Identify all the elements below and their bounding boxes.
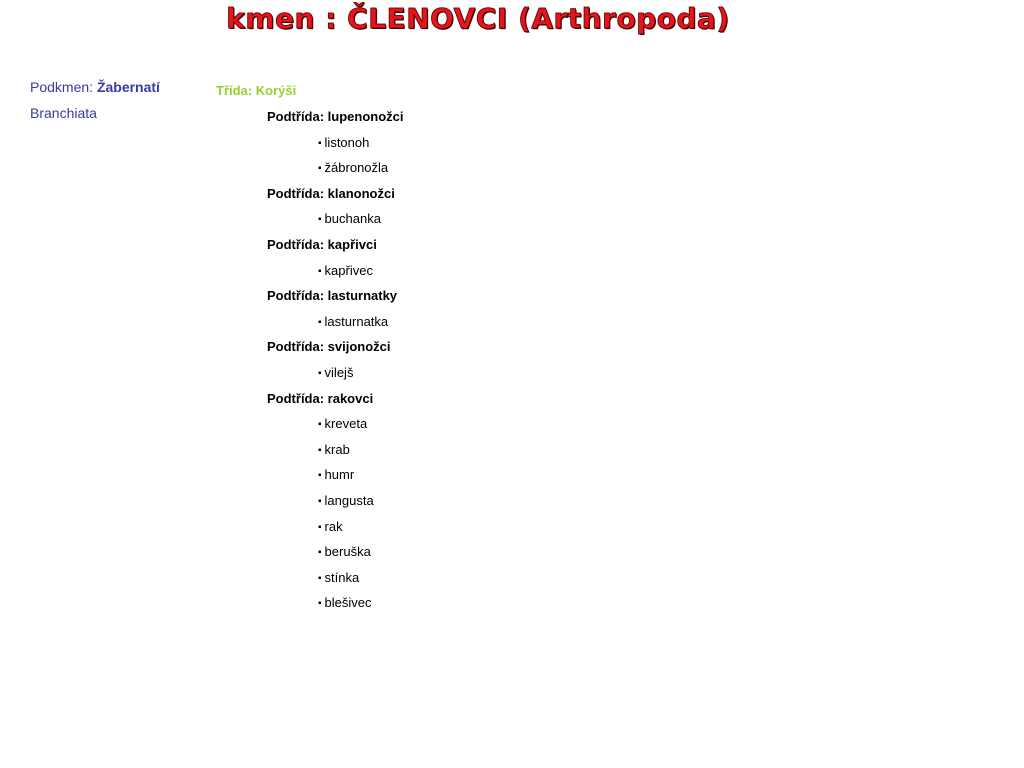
species-item bbox=[267, 155, 404, 181]
species-item bbox=[267, 565, 404, 591]
subclass-item bbox=[267, 334, 404, 385]
species-item bbox=[267, 437, 404, 463]
species-label: krab bbox=[324, 441, 350, 457]
species-item bbox=[267, 539, 404, 565]
bullet-icon: ▪ bbox=[318, 419, 322, 431]
species-item bbox=[267, 206, 404, 232]
subclass-item bbox=[267, 386, 404, 616]
bullet-icon: ▪ bbox=[318, 367, 322, 379]
species-label: lasturnatka bbox=[324, 313, 389, 329]
bullet-icon: ▪ bbox=[318, 163, 322, 175]
species-label: vilejš bbox=[324, 364, 354, 380]
subclass-label: Podtřída: lasturnatky bbox=[267, 288, 398, 304]
species-item bbox=[267, 411, 404, 437]
bullet-icon: ▪ bbox=[318, 521, 322, 533]
species-item bbox=[267, 130, 404, 156]
subphylum-name: Žabernatí bbox=[96, 79, 160, 95]
species-item bbox=[267, 514, 404, 540]
species-item bbox=[267, 309, 404, 335]
species-list bbox=[267, 258, 404, 284]
species-list bbox=[267, 411, 404, 616]
species-list bbox=[267, 206, 404, 232]
species-item bbox=[267, 488, 404, 514]
bullet-icon: ▪ bbox=[318, 470, 322, 482]
species-label: žábronožla bbox=[324, 160, 389, 176]
bullet-icon: ▪ bbox=[318, 547, 322, 559]
subphylum-latin: Branchiata bbox=[30, 105, 97, 121]
bullet-icon: ▪ bbox=[318, 444, 322, 456]
subclass-item bbox=[267, 283, 404, 334]
subclass-item bbox=[267, 104, 404, 181]
subclass-item bbox=[267, 181, 404, 232]
species-label: stínka bbox=[324, 569, 360, 585]
species-list bbox=[267, 130, 404, 181]
species-label: kreveta bbox=[324, 416, 368, 432]
species-label: kapřivec bbox=[324, 262, 373, 278]
bullet-icon: ▪ bbox=[318, 214, 322, 226]
bullet-icon: ▪ bbox=[318, 137, 322, 149]
bullet-icon: ▪ bbox=[318, 572, 322, 584]
subclass-label: Podtřída: rakovci bbox=[267, 390, 374, 406]
subclass-item bbox=[267, 232, 404, 283]
page-title: kmen : ČLENOVCI (Arthropoda) bbox=[226, 2, 730, 35]
species-label: buchanka bbox=[324, 211, 381, 227]
bullet-icon: ▪ bbox=[318, 598, 322, 610]
subclass-label: Podtřída: lupenonožci bbox=[267, 109, 404, 124]
species-list bbox=[267, 309, 404, 335]
subphylum-prefix: Podkmen: bbox=[30, 79, 97, 95]
subclass-label: Podtřída: kapřivci bbox=[267, 236, 377, 252]
bullet-icon: ▪ bbox=[318, 265, 322, 277]
species-label: beruška bbox=[324, 544, 371, 560]
subclass-label: Podtřída: svijonožci bbox=[267, 339, 391, 355]
species-item bbox=[267, 258, 404, 284]
species-label: rak bbox=[324, 518, 343, 534]
taxonomy-tree bbox=[267, 104, 404, 616]
subclass-label: Podtřída: klanonožci bbox=[267, 185, 395, 201]
species-label: blešivec bbox=[324, 595, 372, 611]
species-label: listonoh bbox=[324, 134, 370, 150]
species-item bbox=[267, 360, 404, 386]
species-item bbox=[267, 462, 404, 488]
bullet-icon: ▪ bbox=[318, 495, 322, 507]
species-label: humr bbox=[324, 467, 355, 483]
subphylum-label bbox=[30, 74, 200, 126]
class-heading: Třída: Korýši bbox=[216, 83, 297, 98]
species-label: langusta bbox=[324, 492, 374, 508]
species-item bbox=[267, 590, 404, 616]
bullet-icon: ▪ bbox=[318, 316, 322, 328]
species-list bbox=[267, 360, 404, 386]
